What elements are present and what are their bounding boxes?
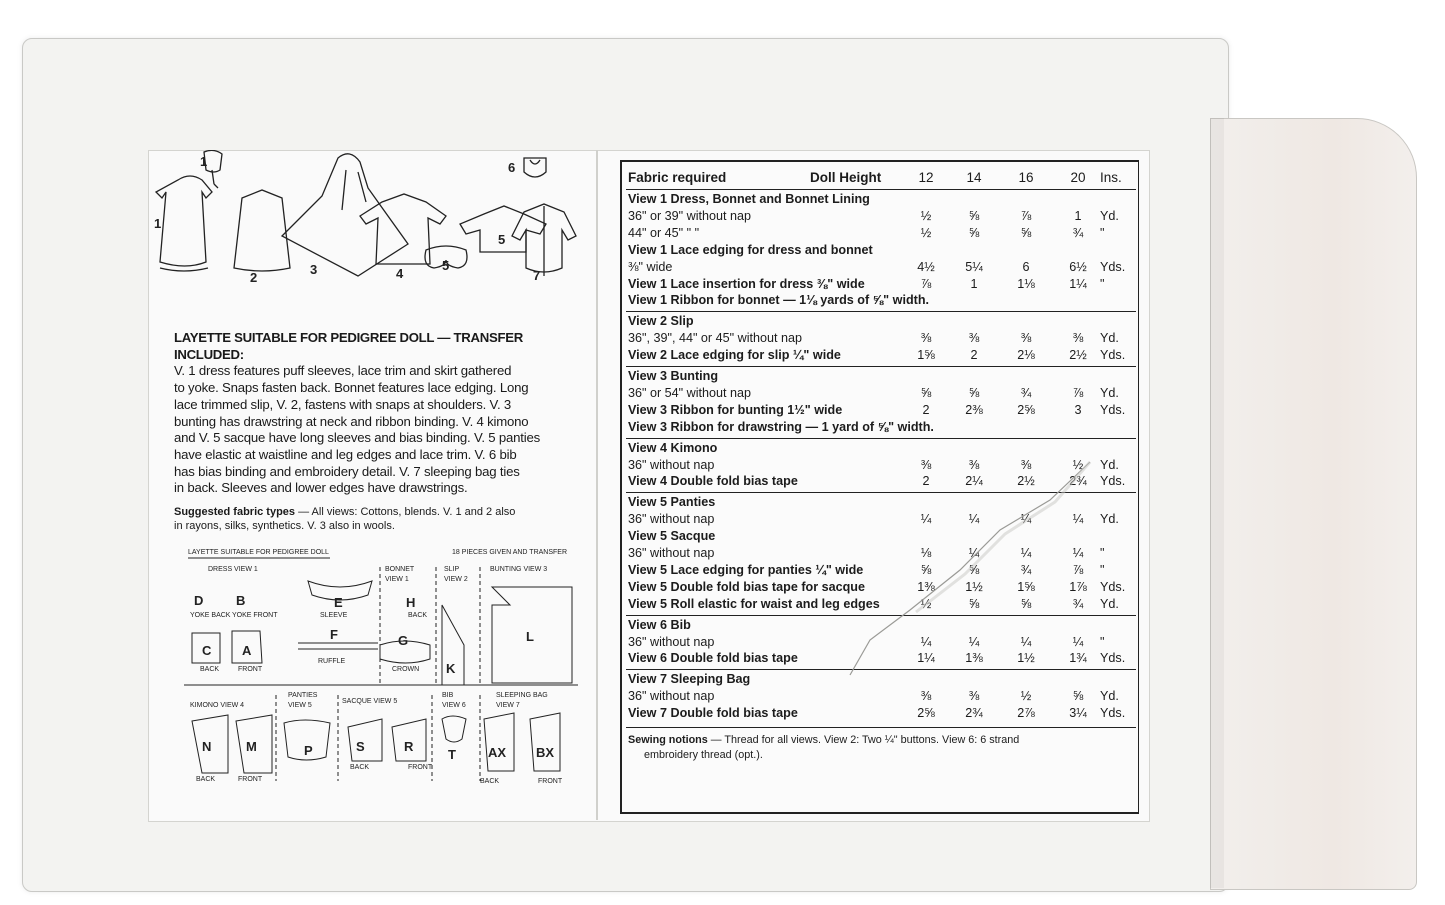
row-value: ⅞ <box>1072 385 1084 400</box>
table-separator <box>626 189 1136 190</box>
row-value: ⅜ <box>1020 331 1032 346</box>
row-unit: Yds. <box>1100 348 1126 363</box>
layout-label: VIEW 6 <box>442 702 466 709</box>
row-value: ½ <box>1072 457 1084 472</box>
row-value: 2 <box>922 402 930 417</box>
piece-letter: S <box>356 739 365 754</box>
row-value: ⅜ <box>920 457 932 472</box>
layout-label: PANTIES <box>288 692 318 699</box>
row-label: 36" or 39" without nap <box>628 208 752 223</box>
layout-label: CROWN <box>392 666 420 673</box>
row-value: ¼ <box>920 634 932 649</box>
row-label: 36" without nap <box>628 689 715 704</box>
row-label: View 6 Bib <box>628 617 691 632</box>
header-doll-height: Doll Height <box>810 170 882 185</box>
layout-label: BACK <box>408 612 428 619</box>
header-unit: Ins. <box>1100 170 1122 185</box>
illus-number: 6 <box>508 160 516 175</box>
table-row <box>626 369 1134 385</box>
row-value: ⅝ <box>968 596 980 611</box>
row-label: 36" without nap <box>628 512 715 527</box>
header-size: 12 <box>918 170 934 185</box>
row-value: ⅝ <box>920 562 932 577</box>
row-value: 1¼ <box>1069 276 1087 291</box>
row-value: ¼ <box>1072 512 1084 527</box>
row-label: ⅜" wide <box>628 259 673 274</box>
row-label: View 1 Ribbon for bonnet — 1⅛ yards of ⅝" width. <box>628 293 930 308</box>
row-label: View 1 Lace edging for dress and bonnet <box>628 242 873 257</box>
description-heading: LAYETTE SUITABLE FOR PEDIGREE DOLL — TRANSFER INCLUDED: <box>174 330 523 362</box>
row-value: 1½ <box>1017 651 1035 666</box>
table-row <box>626 277 1134 293</box>
row-value: ⅞ <box>920 276 932 291</box>
row-value: 1½ <box>965 579 983 594</box>
header-label: Fabric required <box>628 170 727 185</box>
header-size: 16 <box>1018 170 1034 185</box>
row-value: ¾ <box>1020 385 1032 400</box>
description-line: in back. Sleeves and lower edges have drawstrings. <box>174 480 468 496</box>
row-value: ¾ <box>1072 225 1084 240</box>
row-value: ⅜ <box>968 331 980 346</box>
layout-label: BIB <box>442 692 454 699</box>
row-unit: " <box>1100 276 1105 291</box>
row-value: ⅝ <box>968 385 980 400</box>
layout-label: SLEEPING BAG <box>496 692 548 699</box>
row-value: ⅞ <box>1020 208 1032 223</box>
row-unit: Yd. <box>1100 596 1119 611</box>
row-value: ¼ <box>1072 634 1084 649</box>
row-unit: Yds. <box>1100 651 1126 666</box>
row-value: ⅜ <box>920 331 932 346</box>
row-value: 2⅞ <box>1017 706 1035 721</box>
row-label: View 5 Roll elastic for waist and leg edges <box>628 596 880 611</box>
row-value: 1¼ <box>917 651 935 666</box>
table-row <box>626 331 1134 347</box>
row-value: ½ <box>920 225 932 240</box>
table-row <box>626 260 1134 276</box>
piece-letter: AX <box>488 745 507 760</box>
illus-number: 1 <box>200 154 208 169</box>
row-value: ½ <box>920 596 932 611</box>
row-label: View 2 Lace edging for slip ¼" wide <box>628 348 841 363</box>
row-value: 1⅜ <box>965 651 983 666</box>
row-value: 2½ <box>1017 474 1035 489</box>
illus-number: 5 <box>498 232 506 247</box>
row-value: 2⅝ <box>917 706 935 721</box>
pattern-layout-diagram <box>180 545 580 785</box>
suggested-fabrics <box>174 505 584 533</box>
row-value: ⅛ <box>920 546 932 560</box>
row-label: View 5 Lace edging for panties ¼" wide <box>628 562 864 577</box>
slip-drawing <box>234 190 290 271</box>
table-row <box>626 706 1134 722</box>
dress-drawing <box>156 176 212 266</box>
piece-letter: E <box>334 595 343 610</box>
row-unit: Yds. <box>1100 474 1126 489</box>
layout-label: YOKE BACK <box>190 612 231 619</box>
row-label: View 7 Sleeping Bag <box>628 672 751 687</box>
description-line: V. 1 dress features puff sleeves, lace trim and skirt gathered <box>174 363 512 379</box>
suggested-text: — All views: Cottons, blends. V. 1 and 2 also <box>295 506 516 518</box>
layout-label: YOKE FRONT <box>232 612 278 619</box>
label-divider <box>596 150 598 820</box>
row-value: ⅜ <box>968 689 980 704</box>
description-line: to yoke. Snaps fasten back. Bonnet features lace edging. Long <box>174 380 529 396</box>
row-unit: Yd. <box>1100 457 1119 472</box>
header-size: 14 <box>966 170 982 185</box>
row-unit: " <box>1100 634 1105 649</box>
row-value: ⅝ <box>968 208 980 223</box>
piece-letter: F <box>330 627 338 642</box>
row-label: View 6 Double fold bias tape <box>628 651 798 666</box>
row-value: ½ <box>1020 689 1032 704</box>
row-value: ¾ <box>1072 596 1084 611</box>
row-label: 36" without nap <box>628 457 715 472</box>
row-label: View 1 Lace insertion for dress ⅜" wide <box>628 276 865 291</box>
description-line: lace trimmed slip, V. 2, fastens with snaps at shoulders. V. 3 <box>174 396 512 412</box>
row-value: 1⅝ <box>917 348 935 363</box>
row-value: 2 <box>970 348 978 363</box>
row-unit: " <box>1100 562 1105 577</box>
sewing-notions <box>628 733 1128 763</box>
piece-letter: D <box>194 593 204 608</box>
garment-illustrations <box>150 150 590 300</box>
row-value: ¼ <box>968 634 980 649</box>
illus-number: 4 <box>396 266 404 281</box>
row-value: ¼ <box>920 512 932 527</box>
layout-pieces: 18 PIECES GIVEN AND TRANSFER <box>452 549 568 556</box>
row-unit: " <box>1100 225 1105 240</box>
row-label: View 5 Panties <box>628 495 716 510</box>
layout-label: FRONT <box>238 776 263 783</box>
row-label: 36", 39", 44" or 45" without nap <box>628 331 803 346</box>
row-value: ¼ <box>1072 546 1084 560</box>
row-label: View 7 Double fold bias tape <box>628 706 798 721</box>
row-label: View 5 Sacque <box>628 529 716 544</box>
illus-number: 2 <box>250 270 258 285</box>
row-label: View 3 Ribbon for bunting 1½" wide <box>628 402 843 417</box>
row-value: 4½ <box>917 259 935 274</box>
row-value: 5¼ <box>965 259 983 274</box>
description-line: has bias binding and embroidery detail. V. 7 sleeping bag ties <box>174 463 520 479</box>
row-value: ⅝ <box>968 562 980 577</box>
table-row <box>626 293 1134 309</box>
table-row <box>626 192 1134 208</box>
row-value: ¼ <box>968 512 980 527</box>
illus-number: 7 <box>533 268 541 283</box>
table-row <box>626 348 1134 364</box>
row-value: ¼ <box>968 546 980 560</box>
piece-letter: K <box>446 661 456 676</box>
piece-letter: T <box>448 747 456 762</box>
layout-label: BACK <box>350 764 370 771</box>
layout-label: BUNTING VIEW 3 <box>490 566 548 573</box>
row-value: ⅜ <box>1072 331 1084 346</box>
piece-letter: BX <box>536 745 555 760</box>
table-separator <box>626 438 1136 439</box>
row-value: 2½ <box>1069 348 1087 363</box>
row-label: View 4 Kimono <box>628 440 718 455</box>
table-row <box>626 420 1134 436</box>
layout-label: VIEW 7 <box>496 702 520 709</box>
layout-label: KIMONO VIEW 4 <box>190 702 245 709</box>
row-unit: Yd. <box>1100 331 1119 346</box>
row-value: 2¼ <box>965 474 983 489</box>
layout-label: DRESS VIEW 1 <box>208 566 258 573</box>
row-label: View 3 Bunting <box>628 369 719 383</box>
row-value: ⅜ <box>920 689 932 704</box>
row-value: ⅞ <box>1072 562 1084 577</box>
table-separator <box>626 311 1136 312</box>
row-unit: Yd. <box>1100 208 1119 223</box>
layout-label: VIEW 1 <box>385 576 409 583</box>
row-unit: Yds. <box>1100 402 1126 417</box>
table-row <box>626 386 1134 402</box>
illus-number: 3 <box>310 262 318 277</box>
row-value: 2⅛ <box>1017 348 1035 363</box>
table-row <box>626 209 1134 225</box>
table-row <box>626 441 1134 457</box>
piece-letter: C <box>202 643 212 658</box>
notions-label: Sewing notions <box>628 734 708 746</box>
notions-text: embroidery thread (opt.). <box>644 749 763 761</box>
row-value: 1⅝ <box>1017 579 1035 594</box>
row-unit: Yd. <box>1100 385 1119 400</box>
row-label: View 3 Ribbon for drawstring — 1 yard of ⅝" width. <box>628 419 934 434</box>
row-value: 1⅞ <box>1069 579 1087 594</box>
row-value: ⅜ <box>1020 457 1032 472</box>
layout-label: RUFFLE <box>318 658 346 665</box>
layout-label: SACQUE VIEW 5 <box>342 698 398 705</box>
piece-letter: A <box>242 643 252 658</box>
row-value: 2 <box>922 474 930 489</box>
illus-number: 1 <box>154 216 162 231</box>
layout-label: BACK <box>196 776 216 783</box>
row-value: ¼ <box>1020 634 1032 649</box>
row-value: 2¾ <box>1069 474 1087 489</box>
envelope-flap <box>1210 118 1417 890</box>
kimono-drawing <box>360 194 446 264</box>
layout-label: BACK <box>200 666 220 673</box>
row-value: ⅝ <box>920 385 932 400</box>
piece-letter: P <box>304 743 313 758</box>
row-value: 1 <box>1074 208 1082 223</box>
table-separator <box>626 366 1136 367</box>
table-row <box>626 403 1134 419</box>
row-unit: Yd. <box>1100 512 1119 527</box>
suggested-label: Suggested fabric types <box>174 506 296 518</box>
row-value: 6½ <box>1069 259 1087 274</box>
row-value: ½ <box>920 208 932 223</box>
layout-title: LAYETTE SUITABLE FOR PEDIGREE DOLL <box>188 549 329 556</box>
row-label: View 4 Double fold bias tape <box>628 474 798 489</box>
table-row <box>626 314 1134 330</box>
table-header <box>626 170 1134 186</box>
layout-label: BACK <box>480 778 500 785</box>
row-unit: Yd. <box>1100 689 1119 704</box>
row-label: 36" without nap <box>628 546 715 560</box>
illus-number: 5 <box>442 258 450 273</box>
layette-description <box>174 330 578 497</box>
header-size: 20 <box>1070 170 1086 185</box>
suggested-text: in rayons, silks, synthetics. V. 3 also in wools. <box>174 520 395 532</box>
layout-label: SLEEVE <box>320 612 348 619</box>
row-value: ¼ <box>1020 546 1032 560</box>
bunting-drawing <box>282 154 408 276</box>
row-unit: Yds. <box>1100 579 1126 594</box>
description-line: have elastic at waistline and leg edges and lace trim. V. 6 bib <box>174 446 517 462</box>
layout-label: FRONT <box>538 778 563 785</box>
layout-label: FRONT <box>408 764 433 771</box>
piece-letter: L <box>526 629 534 644</box>
row-value: 1⅛ <box>1017 276 1035 291</box>
flap-shadow <box>1210 118 1224 888</box>
row-label: View 1 Dress, Bonnet and Bonnet Lining <box>628 192 870 206</box>
row-label: View 5 Double fold bias tape for sacque <box>628 579 866 594</box>
row-value: ¼ <box>1020 512 1032 527</box>
layout-label: BONNET <box>385 566 415 573</box>
description-line: bunting has drawstring at neck and ribbon binding. V. 4 kimono <box>174 413 529 429</box>
row-label: View 2 Slip <box>628 314 694 329</box>
row-value: 2⅝ <box>1017 402 1035 417</box>
row-value: ⅜ <box>968 457 980 472</box>
notions-text: — Thread for all views. View 2: Two ¼" buttons. View 6: 6 strand <box>707 734 1020 746</box>
layout-label: VIEW 5 <box>288 702 312 709</box>
table-row <box>626 226 1134 242</box>
layout-label: SLIP <box>444 566 460 573</box>
layout-label: VIEW 2 <box>444 576 468 583</box>
row-value: ¾ <box>1020 562 1032 577</box>
bib-drawing <box>524 158 546 177</box>
piece-letter: R <box>404 739 414 754</box>
piece-letter: G <box>398 633 409 648</box>
row-value: ⅝ <box>1020 596 1032 611</box>
layout-label: FRONT <box>238 666 263 673</box>
table-separator <box>626 727 1136 728</box>
table-row <box>626 243 1134 259</box>
piece-letter: H <box>406 595 416 610</box>
row-value: 3¼ <box>1069 706 1087 721</box>
row-unit: " <box>1100 546 1105 560</box>
piece-letter: M <box>246 739 257 754</box>
row-value: 1⅜ <box>917 579 935 594</box>
row-value: 2¾ <box>965 706 983 721</box>
piece-letter: B <box>236 593 246 608</box>
row-unit: Yds. <box>1100 706 1126 721</box>
row-value: 3 <box>1074 402 1082 417</box>
row-label: 36" or 54" without nap <box>628 385 752 400</box>
row-value: ⅝ <box>1020 225 1032 240</box>
row-value: ⅝ <box>1072 689 1084 704</box>
row-value: ⅝ <box>968 225 980 240</box>
piece-letter: N <box>202 739 212 754</box>
row-value: 6 <box>1022 259 1030 274</box>
row-value: 2⅜ <box>965 402 983 417</box>
description-line: and V. 5 sacque have long sleeves and bias binding. V. 5 panties <box>174 430 541 446</box>
paper-tear <box>840 457 1100 680</box>
row-unit: Yds. <box>1100 259 1126 274</box>
row-value: 1 <box>970 276 978 291</box>
row-label: 36" without nap <box>628 634 715 649</box>
row-label: 44" or 45" " " <box>628 225 700 240</box>
row-value: 1¾ <box>1069 651 1087 666</box>
table-row <box>626 689 1134 705</box>
